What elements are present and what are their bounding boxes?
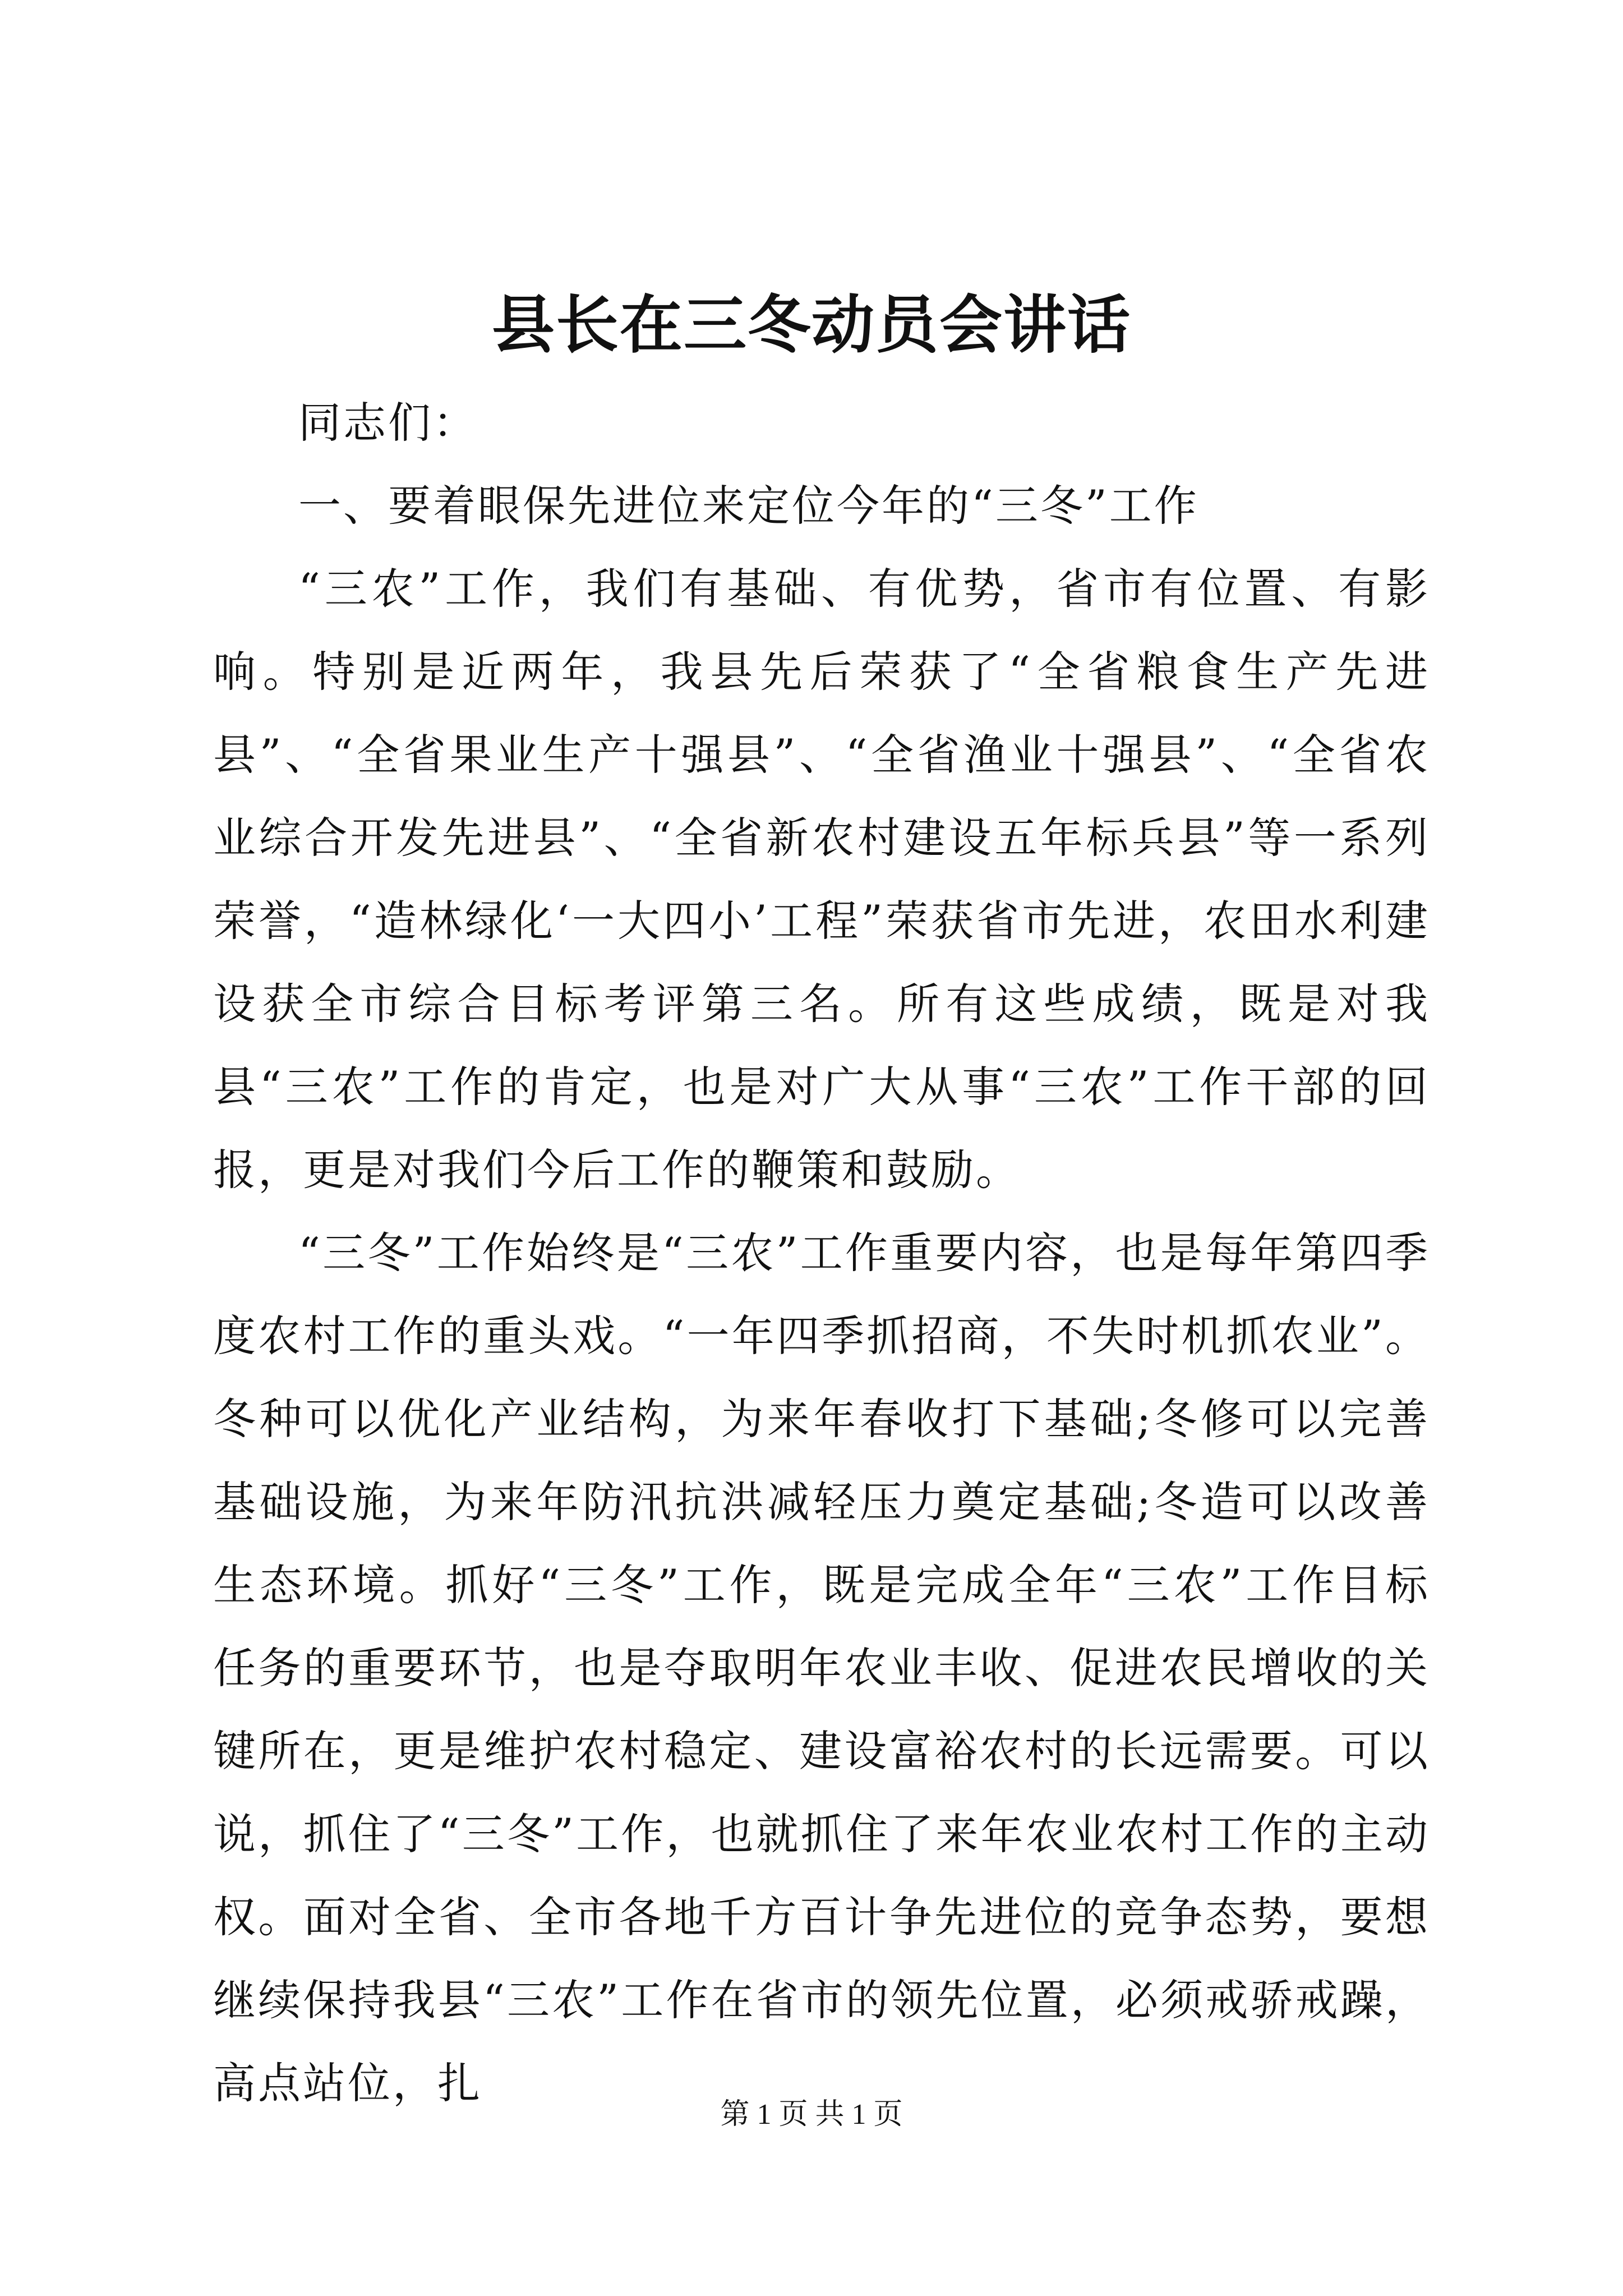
salutation: 同志们： — [298, 398, 478, 448]
body-paragraph: “三冬”工作始终是“三农”工作重要内容，也是每年第四季度农村工作的重头戏。“一年四季抓招商，不失时机抓农业”。冬种可以优化产业结构，为来年春收打下基础;冬修可以完善基础设施，为来年防汛抗洪减轻压力奠定基础;冬造可以改善生态环境。抓好“三冬”工作，既是完成全年“三农”工作目标任务的重要环节，也是夺取明年农业丰收、促进农民增收的关键所在，更是维护农村稳定、建设富裕农村的长远需要。可以说，抓住了“三冬”工作，也就抓住了来年农业农村工作的主动权。面对全省、全市各地千方百计争先进位的竞争态势，要想继续保持我县“三农”工作在省市的领先位置，必须戒骄戒躁，高点站位，扎 — [213, 1228, 1430, 2108]
document-body — [213, 381, 1430, 2125]
body-paragraph: “三农”工作，我们有基础、有优势，省市有位置、有影响。特别是近两年，我县先后荣获了“全省粮食生产先进县”、“全省果业生产十强县”、“全省渔业十强县”、“全省农业综合开发先进县”、“全省新农村建设五年标兵县”等一系列荣誉，“造林绿化‘一大四小’工程”荣获省市先进，农田水利建设获全市综合目标考评第三名。所有这些成绩，既是对我县“三农”工作的肯定，也是对广大从事“三农”工作干部的回报，更是对我们今后工作的鞭策和鼓励。 — [213, 564, 1430, 1195]
page-footer: 第 1 页 共 1 页 — [720, 2099, 903, 2131]
section-heading: 一、要着眼保先进位来定位今年的“三冬”工作 — [298, 481, 1199, 531]
document-title: 县长在三冬动员会讲话 — [492, 288, 1131, 362]
